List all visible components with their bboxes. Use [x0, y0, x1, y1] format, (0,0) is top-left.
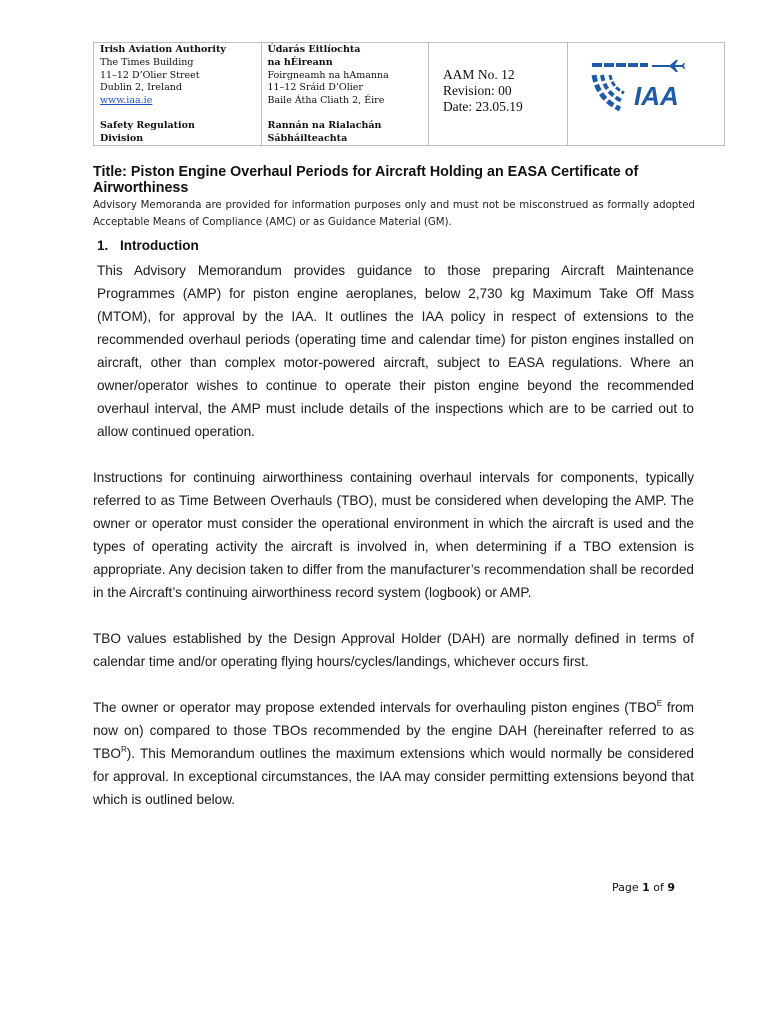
division-line-irish: Rannán na Rialachán [267, 119, 382, 131]
address-line: 11–12 D’Olier Street [100, 69, 200, 81]
paragraph-text: ). This Memorandum outlines the maximum extensions which would normally be considered for approval. In exceptional circumstances, the IAA may consider permitting extensions beyond that which is outlined below. [93, 746, 694, 807]
superscript: R [120, 745, 127, 754]
address-line-irish: Baile Átha Cliath 2, Éire [267, 95, 385, 107]
section-heading [97, 238, 199, 253]
division-line: Division [100, 132, 144, 144]
paragraph-text: The owner or operator may propose extended intervals for overhauling piston engines (TBO [93, 700, 657, 715]
advisory-note: Advisory Memoranda are provided for information purposes only and must not be misconstrued as formally adopted Acceptable Means of Compliance (AMC) or as Guidance Material (GM). [93, 200, 695, 228]
aam-number: AAM No. 12 [442, 67, 515, 82]
iaa-logo [590, 55, 694, 115]
page-label: Page [612, 881, 643, 894]
address-line: Dublin 2, Ireland [100, 82, 182, 94]
header-english-address [94, 43, 262, 145]
total-pages: 9 [667, 881, 676, 894]
document-date: Date: 23.05.19 [442, 99, 523, 114]
division-line: Safety Regulation [100, 119, 195, 131]
current-page: 1 [642, 881, 650, 894]
division-line-irish: Sábháilteachta [267, 132, 348, 144]
address-line: The Times Building [100, 56, 194, 68]
org-name-irish: Údarás Eitlíochta [267, 44, 361, 55]
document-title: Title: Piston Engine Overhaul Periods for Aircraft Holding an EASA Certificate of Airworthiness [93, 164, 639, 196]
section-number: 1. [97, 238, 109, 253]
org-name-irish: na hÉireann [267, 56, 333, 68]
page-number [612, 881, 675, 894]
header-reference [429, 43, 568, 145]
org-name: Irish Aviation Authority [100, 44, 226, 55]
section-title: Introduction [120, 238, 199, 253]
header-irish-address [262, 43, 428, 145]
address-line-irish: 11–12 Sráid D’Olier [267, 82, 363, 94]
paragraph: TBO values established by the Design Approval Holder (DAH) are normally defined in terms of calendar time and/or operating flying hours/cycles/landings, whichever occurs first. [93, 631, 694, 669]
paragraph: Instructions for continuing airworthiness containing overhaul intervals for components, typically referred to as Time Between Overhauls (TBO), must be considered when developing the AMP. The owner or operator must consider the operational environment in which the aircraft is used and the types of operating activity the aircraft is involved in, when determining if a TBO extension is appropriate. Any decision taken to differ from the manufacturer’s recommendation shall be recorded in the Aircraft’s continuing airworthiness record system (logbook) or AMP. [93, 470, 694, 600]
superscript: E [656, 699, 663, 708]
paragraph: This Advisory Memorandum provides guidance to those preparing Aircraft Maintenance Programmes (AMP) for piston engine aeroplanes, below 2,730 kg Maximum Take Off Mass (MTOM), for approval by the IAA. It outlines the IAA policy in respect of extensions to the recommended overhaul periods (operating time and calendar time) for piston engines installed on aircraft, other than complex motor-powered aircraft, subject to EASA regulations. Where an owner/operator wishes to continue to operate their piston engine beyond the recommended overhaul interval, the AMP must include details of the inspections which are to be carried out to allow continued operation. [97, 263, 694, 439]
paragraph-text: from now on) compared to those TBOs recommended by the engine DAH (hereinafter referred to as TBO [93, 700, 695, 761]
header-logo-cell [568, 43, 724, 145]
revision-number: Revision: 00 [442, 83, 512, 98]
address-line-irish: Foirgneamh na hAmanna [267, 69, 389, 81]
website-link[interactable]: www.iaa.ie [100, 95, 153, 107]
paragraph [93, 696, 694, 811]
page-of: of [649, 881, 668, 894]
logo-text: IAA [633, 81, 679, 111]
header-table [93, 42, 725, 146]
